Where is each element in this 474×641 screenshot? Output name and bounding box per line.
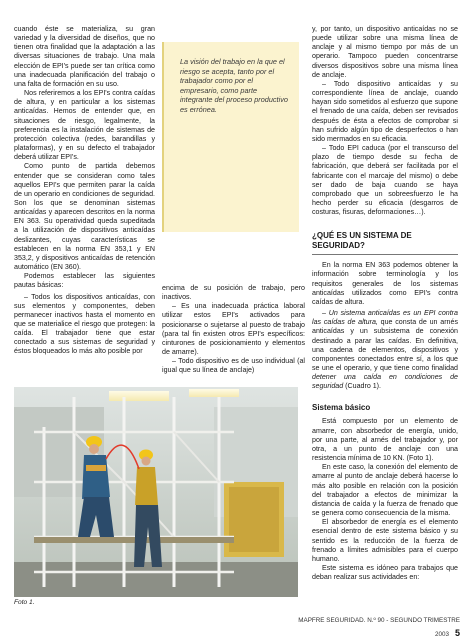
list-item: – Todos los dispositivos anticaídas, con sus elementos y componentes, deben permanecer inactivos hasta el momento en que se materialice el riesgo que protegen: la caída. El trabajador tiene que estar conectado a sus sistemas de seguridad y éstos bloqueados lo más alto posible por [14,292,155,356]
paragraph: Está compuesto por un elemento de amarre, con absorbedor de energía, unido, por una parte, al arnés del trabajador y, por otra, a un punto de anclaje con una resistencia mínima de 10 KN. (Foto 1). [312,417,458,463]
paragraph: encima de su posición de trabajo, pero inactivos. [162,284,305,302]
photo-caption: Foto 1. [14,599,35,606]
column-2 [162,284,305,376]
subsection-heading: Sistema básico [312,403,371,413]
page-number: 5 [454,628,460,638]
photo-illustration [14,387,298,597]
pull-quote-box [162,42,299,232]
italic-text: – Un sistema anticaídas es un EPI contra las caídas de altura, [312,309,458,327]
paragraph: Nos referiremos a los EPI's contra caídas de altura, y en particular a los sistemas anticaídas. Hemos de entender que, en situaciones de riesgo, legalmente, la preferencia es la instalación de sistemas de protección colectiva (redes, barandillas y plataformas), y en su defecto el trabajador deberá utilizar EPI's. [14,89,155,162]
paragraph: cuando éste se materializa, su gran variedad y la diversidad de diseños, que no tienen otra finalidad que la adaptación a las diversas situaciones de trabajo. Una mala elección de EPI's puede ser tan crítica como una inadecuada planificación del trabajo o una falta de formación en su uso. [14,25,155,88]
pull-quote-text: La visión del trabajo en la que el riesgo se acepta, tanto por el trabajador como por el empresario, como parte integrante del proceso productivo es errónea. [180,57,288,114]
column-1 [14,25,155,357]
paragraph: El absorbedor de energía es el elemento esencial dentro de este sistema básico y su sentido es la reducción de la fuerza de frenado a límites admisibles para el cuerpo humano. [312,518,458,563]
paragraph: y, por tanto, un dispositivo anticaídas no se puede utilizar sobre una misma línea de anclaje y al mismo tiempo por más de un operario. Tampoco pueden concentrarse diversos dispositivos sobre una misma línea de anclaje. [312,25,458,79]
list-item: – Todo dispositivo es de uso individual (al igual que su línea de anclaje) [162,357,305,375]
column-3 [312,25,458,582]
paragraph: Podemos establecer las siguientes pautas básicas: [14,272,155,290]
photo-workers-on-scaffold [14,387,298,597]
paragraph: En este caso, la conexión del elemento de amarre al punto de anclaje deberá hacerse lo más alto posible en relación con la posición del trabajador a efectos de minimizar la distancia de caída y la fuerza de frenado que se genera como consecuencia de la misma. [312,463,458,518]
body-text: (Cuadro 1). [343,382,382,391]
body-text: que consta de un arnés anticaídas y un subsistema de conexión destinado a parar las caídas. En definitiva, una cadena de elementos, dispositivos y componentes conectados entre sí, a los que se une el operario, y que tiene como finalidad [312,318,458,372]
italic-text: detener una caída en condiciones de seguridad [312,373,458,391]
paragraph: Este sistema es idóneo para trabajos que deban realizar sus actividades en: [312,563,458,582]
list-item: – Es una inadecuada práctica laboral utilizar estos EPI's activados para posicionarse o sujetarse al puesto de trabajo (para tal fin existen otros EPI's específicos: cinturones de posicionamiento y elementos de amarre). [162,302,305,357]
page-footer [280,615,460,638]
list-item: – Todo EPI caduca (por el transcurso del plazo de tiempo desde su fecha de fabricación, que deberá ser facilitada por el fabricante con el marcaje del mismo) o debe ser dado de baja cuando se haya comprobado que un sobreesfuerzo le ha hecho perder su eficacia (desgarros de costuras, fisuras, deformaciones…). [312,144,458,217]
section-heading: ¿QUÉ ES UN SISTEMA DE SEGURIDAD? [312,231,458,255]
list-item: – Todo dispositivo anticaídas y su correspondiente línea de anclaje, cuando hayan sido sometidos al esfuerzo que supone el frenado de una caída, deben ser revisados después de ésta a efectos de comprobar si han sufrido algún tipo de desperfectos o han sido mermados en su eficacia. [312,79,458,143]
footer-text: MAPFRE SEGURIDAD. N.º 90 - SEGUNDO TRIMESTRE 2003 [298,617,460,638]
paragraph: Como punto de partida debemos entender que se consideran como tales aquellos EPI's que permiten parar la caída de un operario en condiciones de seguridad. Son los que se denominan sistemas anticaídas y aparecen descritos en la norma EN 363. Su operatividad queda supeditada a la utilización de dispositivos anticaídas deslizantes, cuyas características se establecen en la norma EN 353,1 y EN 353,2, y dispositivos anticaídas de retención automático (EN 360). [14,162,155,272]
paragraph: En la norma EN 363 podemos obtener la información sobre terminología y los requisitos generales de los sistemas anticaídas utilizados como EPI's contra caídas de altura. [312,261,458,306]
paragraph [312,309,458,391]
